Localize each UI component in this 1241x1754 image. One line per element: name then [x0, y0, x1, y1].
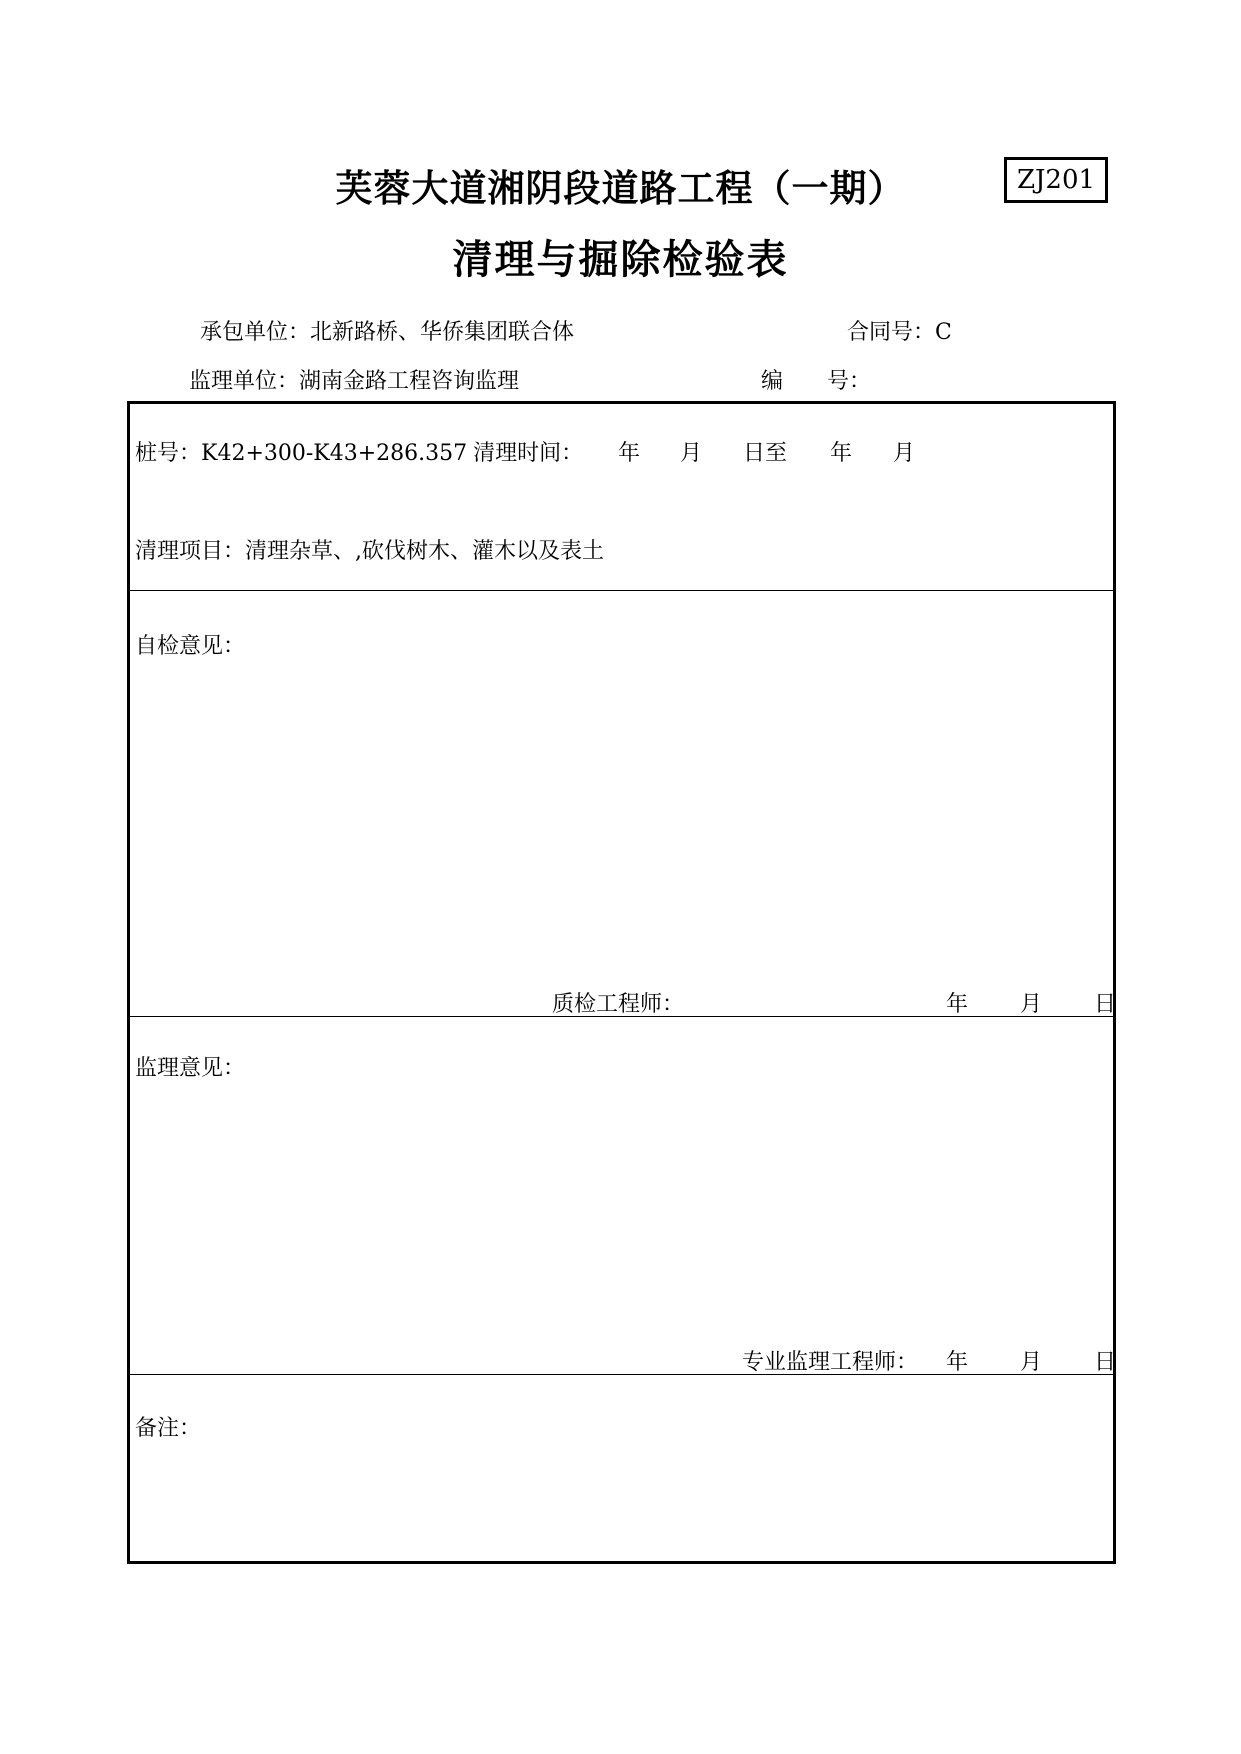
contractor-value: 北新路桥、华侨集团联合体 — [310, 320, 575, 345]
form-title: 清理与掘除检验表 — [452, 236, 789, 283]
remarks-label: 备注： — [135, 1416, 202, 1441]
items-value: 清理杂草、,砍伐树木、灌木以及表土 — [245, 539, 605, 564]
sup-sign-year: 年 — [946, 1350, 969, 1375]
supervisor-label: 监理单位： — [189, 369, 300, 394]
station-label: 桩号： — [135, 441, 202, 466]
supervisor-value: 湖南金路工程咨询监理 — [299, 369, 520, 394]
serial-no-label-a: 编 — [761, 369, 784, 394]
supervising-engineer-label: 专业监理工程师： — [742, 1350, 919, 1375]
form-code-box: ZJ201 — [1004, 157, 1108, 203]
contract-no-value: C — [935, 320, 952, 345]
contractor-label: 承包单位： — [200, 320, 311, 345]
items-label: 清理项目： — [135, 539, 246, 564]
contract-no-row — [847, 315, 952, 346]
clear-end-year: 年 — [830, 441, 853, 466]
station-row — [135, 436, 583, 467]
self-check-label: 自检意见： — [135, 634, 246, 659]
row-divider — [130, 1016, 1113, 1017]
qc-sign-day: 日 — [1094, 992, 1117, 1017]
project-title: 芙蓉大道湘阴段道路工程（一期） — [335, 166, 906, 210]
clear-start-day-to: 日至 — [743, 441, 788, 466]
sup-sign-month: 月 — [1020, 1350, 1043, 1375]
clear-time-label: 清理时间： — [473, 441, 584, 466]
row-divider — [130, 590, 1113, 591]
qc-sign-month: 月 — [1020, 992, 1043, 1017]
serial-no-label-b: 号： — [827, 369, 872, 394]
supervision-label: 监理意见： — [135, 1056, 246, 1081]
serial-no-row — [761, 364, 871, 395]
supervisor-row — [189, 364, 519, 395]
sup-sign-day: 日 — [1094, 1350, 1117, 1375]
station-value: K42+300-K43+286.357 — [201, 441, 468, 466]
qc-sign-year: 年 — [946, 992, 969, 1017]
contract-no-label: 合同号： — [847, 320, 936, 345]
qc-engineer-label: 质检工程师： — [552, 992, 685, 1017]
clear-start-month: 月 — [680, 441, 703, 466]
row-divider — [130, 1374, 1113, 1375]
clear-start-year: 年 — [618, 441, 641, 466]
inspection-table — [127, 401, 1116, 1564]
contractor-row — [200, 315, 574, 346]
items-row — [135, 534, 604, 565]
clear-end-month: 月 — [893, 441, 916, 466]
